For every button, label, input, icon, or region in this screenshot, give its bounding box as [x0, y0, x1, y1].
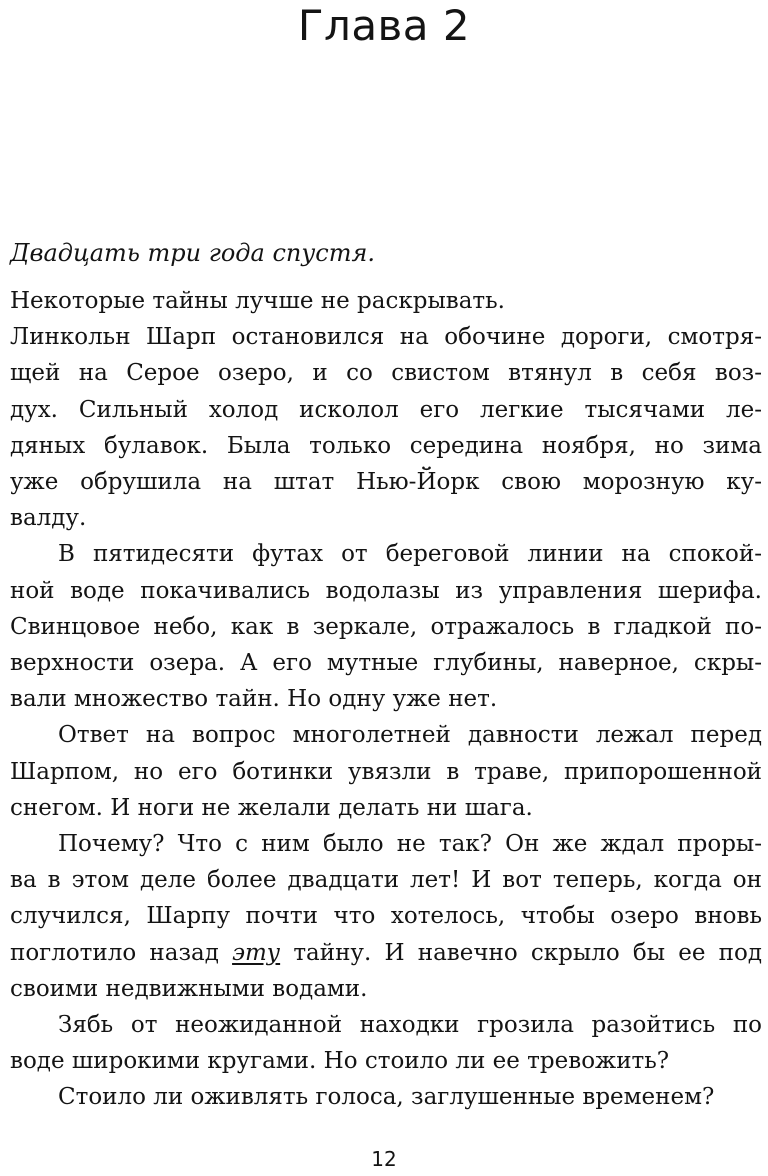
- text-line: дяных булавок. Была только середина ноября, но зима: [10, 432, 762, 459]
- text-line: вали множество тайн. Но одну уже нет.: [10, 686, 498, 713]
- paragraph: [10, 826, 762, 1007]
- text-line: Зябь от неожиданной находки грозила разойтись по: [58, 1012, 762, 1039]
- text-line: воде широкими кругами. Но стоило ли ее тревожить?: [10, 1048, 670, 1075]
- text-line: валду.: [10, 505, 87, 532]
- text-fragment: поглотило назад: [10, 939, 233, 966]
- paragraph: [10, 283, 762, 319]
- text-line: Шарпом, но его ботинки увязли в траве, припорошенной: [10, 758, 762, 785]
- text-line: ной воде покачивались водолазы из управления шерифа.: [10, 577, 762, 604]
- chapter-title: Глава 2: [297, 1, 471, 50]
- epigraph: Двадцать три года спустя.: [10, 239, 375, 267]
- text-line: снегом. И ноги не желали делать ни шага.: [10, 794, 533, 821]
- body-text: [10, 283, 762, 1116]
- text-line: уже обрушила на штат Нью-Йорк свою морозную ку-: [10, 469, 762, 496]
- text-line: Стоило ли оживлять голоса, заглушенные временем?: [58, 1084, 715, 1111]
- emphasized-word: эту: [232, 939, 281, 966]
- paragraph: [10, 536, 762, 717]
- text-line: Свинцовое небо, как в зеркале, отражалось в гладкой по-: [10, 613, 762, 640]
- text-line: дух. Сильный холод исколол его легкие тысячами ле-: [10, 396, 762, 423]
- text-line: своими недвижными водами.: [10, 975, 368, 1002]
- text-line: случился, Шарпу почти что хотелось, чтобы озеро вновь: [10, 903, 762, 930]
- text-line: [10, 935, 762, 971]
- text-line: Некоторые тайны лучше не раскрывать.: [10, 288, 505, 314]
- text-line: Почему? Что с ним было не так? Он же ждал проры-: [58, 831, 762, 858]
- text-line: ва в этом деле более двадцати лет! И вот теперь, когда он: [10, 867, 762, 894]
- text-line: щей на Серое озеро, и со свистом втянул в себя воз-: [10, 360, 762, 387]
- text-line: верхности озера. А его мутные глубины, наверное, скры-: [10, 650, 762, 677]
- text-line: В пятидесяти футах от береговой линии на спокой-: [58, 541, 762, 568]
- paragraph: [10, 319, 762, 536]
- text-line: Линкольн Шарп остановился на обочине дороги, смотря-: [10, 324, 762, 351]
- text-line: Ответ на вопрос многолетней давности лежал перед: [58, 722, 762, 749]
- paragraph: [10, 1079, 762, 1115]
- paragraph: [10, 1007, 762, 1079]
- paragraph: [10, 717, 762, 826]
- text-fragment: тайну. И навечно скрыло бы ее под: [280, 939, 762, 966]
- page-number: 12: [371, 1147, 397, 1171]
